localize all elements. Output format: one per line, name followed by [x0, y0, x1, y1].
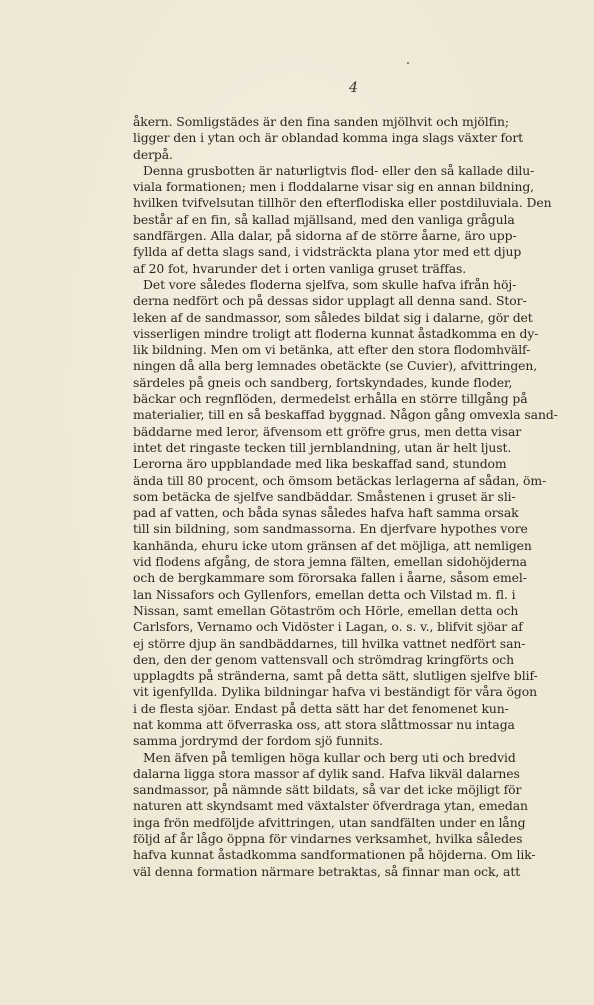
text-line: viala formationen; men i floddalarne visar sig en annan bildning, — [133, 179, 534, 195]
text-line: fyllda af detta slags sand, i vidsträckta plana ytor med ett djup — [133, 244, 522, 260]
text-line: samma jordrymd der fordom sjö funnits. — [133, 733, 384, 749]
text-line: sandfärgen. Alla dalar, på sidorna af de större åarne, äro upp- — [133, 228, 517, 244]
text-line: och de bergkammare som förorsaka fallen i åarne, såsom emel- — [133, 570, 527, 586]
text-line: den, den der genom vattensvall och strömdrag kringförts och — [133, 651, 515, 667]
page-number: 4 — [349, 80, 358, 96]
text-line: sandmassor, på nämnde sätt bildats, så var det icke möjligt för — [133, 782, 522, 798]
text-line: materialier, till en så beskaffad byggnad. Någon gång omvexla sand- — [133, 407, 558, 423]
text-line: intet det ringaste tecken till jernblandning, utan är helt ljust. — [133, 439, 512, 455]
text-line: bäckar och regnflöden, dermedelst erhålla en större tillgång på — [133, 391, 528, 407]
text-line: af 20 fot, hvarunder det i orten vanliga gruset träffas. — [133, 260, 467, 276]
text-line: som betäcka de sjelfve sandbäddar. Småstenen i gruset är sli- — [133, 488, 516, 504]
text-line: vid flodens afgång, de stora jemna fälten, emellan sidohöjderna — [133, 554, 527, 570]
text-line: dalarna ligga stora massor af dylik sand. Hafva likväl dalarnes — [133, 765, 520, 781]
text-line: ända till 80 procent, och ömsom betäckas lerlagerna af sådan, öm- — [133, 472, 547, 488]
text-line: särdeles på gneis och sandberg, fortskyndades, kunde floder, — [133, 374, 513, 390]
text-line: visserligen mindre troligt att floderna kunnat åstadkomma en dy- — [133, 325, 539, 341]
text-line: lan Nissafors och Gyllenfors, emellan detta och Vilstad m. fl. i — [133, 586, 516, 602]
text-line: hafva kunnat åstadkomma sandformationen på höjderna. Om lik- — [133, 847, 536, 863]
text-line: i de flesta sjöar. Endast på detta sätt har det fenomenet kun- — [133, 700, 509, 716]
text-line: pad af vatten, och båda synas således hafva haft samma orsak — [133, 505, 519, 521]
text-line: leken af de sandmassor, som således bildat sig i dalarne, gör det — [133, 309, 533, 325]
text-line: Denna grusbotten är naturligtvis flod- eller den så kallade dilu- — [143, 162, 535, 178]
ink-speck — [407, 62, 409, 64]
text-line: lik bildning. Men om vi betänka, att efter den stora flodomhvälf- — [133, 342, 531, 358]
text-line: nat komma att öfverraska oss, att stora slåttmossar nu intaga — [133, 716, 515, 732]
text-line: Nissan, samt emellan Götaström och Hörle, emellan detta och — [133, 602, 519, 618]
body-text — [133, 114, 570, 880]
text-line: Det vore således floderna sjelfva, som skulle hafva ifrån höj- — [143, 276, 517, 292]
text-line: inga frön medföljde afvittringen, utan sandfälten under en lång — [133, 814, 526, 830]
text-line: naturen att skyndsamt med växtalster öfverdraga ytan, emedan — [133, 798, 528, 814]
text-line: Men äfven på temligen höga kullar och berg uti och bredvid — [143, 749, 516, 765]
text-line: Lerorna äro uppblandade med lika beskaffad sand, stundom — [133, 456, 507, 472]
text-line: ningen då alla berg lemnades obetäckte (se Cuvier), afvittringen, — [133, 358, 538, 374]
text-line: bäddarne med leror, äfvensom ett gröfre grus, men detta visar — [133, 423, 522, 439]
text-line: väl denna formation närmare betraktas, så finnar man ock, att — [133, 863, 521, 879]
text-line: följd af år lågo öppna för vindarnes verksamhet, hvilka således — [133, 831, 523, 847]
text-line: hvilken tvifvelsutan tillhör den efterflodiska eller postdiluviala. Den — [133, 195, 552, 211]
text-line: åkern. Somligstädes är den fina sanden mjölhvit och mjölfin; — [133, 114, 509, 129]
text-line: Carlsfors, Vernamo och Vidöster i Lagan, o. s. v., blifvit sjöar af — [133, 619, 523, 635]
text-line: består af en fin, så kallad mjällsand, med den vanliga grågula — [133, 211, 515, 227]
text-line: upplagdts på stränderna, samt på detta sätt, slutligen sjelfve blif- — [133, 668, 538, 684]
text-line: ligger den i ytan och är oblandad komma inga slags växter fort — [133, 130, 524, 146]
text-line: derna nedfört och på dessas sidor upplagt all denna sand. Stor- — [133, 293, 527, 309]
text-line: ej större djup än sandbäddarnes, till hvilka vattnet nedfört san- — [133, 635, 526, 651]
text-line: vit igenfyllda. Dylika bildningar hafva vi beständigt för våra ögon — [133, 684, 537, 700]
text-line: derpå. — [133, 146, 173, 162]
text-line: till sin bildning, som sandmassorna. En djerfvare hypothes vore — [133, 521, 528, 537]
text-line: kanhända, ehuru icke utom gränsen af det möjliga, att nemligen — [133, 537, 532, 553]
